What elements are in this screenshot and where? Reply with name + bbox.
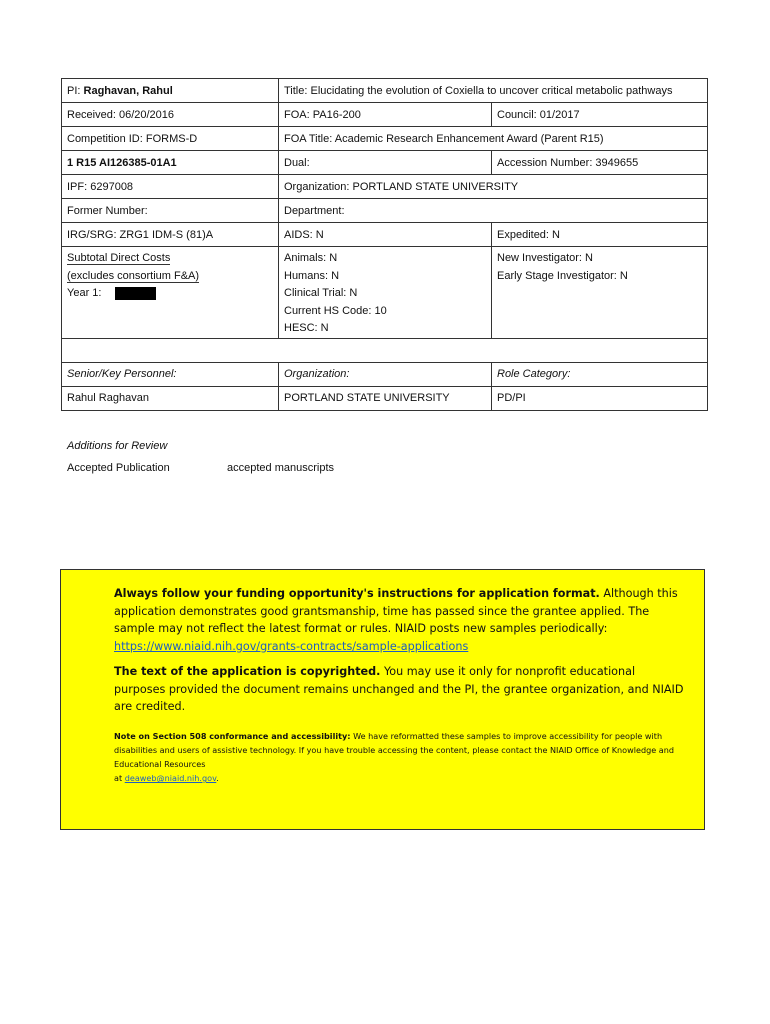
- section-508-text: We have reformatted these samples to improve accessibility for people with disabilities and users of assistive technology. If you have trouble accessing the content, please contact the NIAID Office of Knowledge and Educational Resources: [114, 730, 675, 769]
- year1-label: Year 1:: [67, 287, 102, 299]
- department-cell: Department:: [279, 199, 708, 223]
- format-notice-bold: Always follow your funding opportunity's instructions for application format.: [114, 587, 600, 600]
- blank-row: [62, 338, 708, 362]
- organization-header: Organization:: [279, 362, 492, 386]
- direct-costs-label: Subtotal Direct Costs: [67, 252, 171, 264]
- section-508-end: .: [216, 773, 219, 784]
- received-cell: Received: 06/20/2016: [62, 103, 279, 127]
- additions-header: Additions for Review: [67, 440, 168, 452]
- direct-costs-cell: [62, 247, 279, 339]
- irg-srg-cell: IRG/SRG: ZRG1 IDM-S (81)A: [62, 223, 279, 247]
- hesc-text: HESC: N: [284, 322, 329, 334]
- investigator-status-cell: [492, 247, 708, 339]
- foa-title-cell: FOA Title: Academic Research Enhancement Award (Parent R15): [279, 127, 708, 151]
- person-name-cell: Rahul Raghavan: [62, 386, 279, 410]
- grant-summary-table: [61, 78, 708, 411]
- redaction-box: [115, 287, 156, 300]
- pi-label: PI:: [67, 84, 81, 97]
- section-508-at: at: [114, 773, 125, 784]
- sample-applications-link[interactable]: https://www.niaid.nih.gov/grants-contracts/sample-applications: [114, 639, 469, 653]
- copyright-notice-bold: The text of the application is copyrighted.: [114, 665, 381, 678]
- additions-value: accepted manuscripts: [227, 462, 334, 474]
- aids-cell: AIDS: N: [279, 223, 492, 247]
- council-cell: Council: 01/2017: [492, 103, 708, 127]
- pi-cell: [62, 79, 279, 103]
- notice-box: [60, 569, 705, 830]
- accession-cell: Accession Number: 3949655: [492, 151, 708, 175]
- additions-row: [67, 462, 334, 474]
- section-508-note: [114, 729, 686, 786]
- foa-cell: FOA: PA16-200: [279, 103, 492, 127]
- person-org-cell: PORTLAND STATE UNIVERSITY: [279, 386, 492, 410]
- former-number-cell: Former Number:: [62, 199, 279, 223]
- humans-text: Humans: N: [284, 269, 340, 282]
- email-link[interactable]: deaweb@niaid.nih.gov: [124, 773, 217, 784]
- pi-name: Raghavan, Rahul: [83, 84, 173, 97]
- format-notice: [114, 585, 686, 655]
- grant-number-cell: 1 R15 AI126385-01A1: [62, 151, 279, 175]
- person-role-cell: PD/PI: [492, 386, 708, 410]
- role-header: Role Category:: [492, 362, 708, 386]
- title-cell: Title: Elucidating the evolution of Coxiella to uncover critical metabolic pathways: [279, 79, 708, 103]
- personnel-header: Senior/Key Personnel:: [62, 362, 279, 386]
- clinical-trial-text: Clinical Trial: N: [284, 287, 358, 299]
- copyright-notice: [114, 663, 686, 716]
- organization-cell: Organization: PORTLAND STATE UNIVERSITY: [279, 175, 708, 199]
- early-stage-text: Early Stage Investigator: N: [497, 269, 628, 282]
- additions-label: Accepted Publication: [67, 462, 170, 474]
- ipf-cell: IPF: 6297008: [62, 175, 279, 199]
- competition-id-cell: Competition ID: FORMS-D: [62, 127, 279, 151]
- additions-section: [67, 440, 334, 474]
- animals-text: Animals: N: [284, 252, 338, 264]
- copyright-notice-text: You may use it only for nonprofit educational purposes provided the document remains unchanged and the PI, the grantee organization, and NIAID are credited.: [114, 665, 684, 713]
- format-notice-text: Although this application demonstrates good grantsmanship, time has passed since the grantee applied. The sample may not reflect the latest format or rules. NIAID posts new samples periodically:: [114, 587, 678, 635]
- expedited-cell: Expedited: N: [492, 223, 708, 247]
- compliance-cell: [279, 247, 492, 339]
- hs-code-text: Current HS Code: 10: [284, 304, 387, 317]
- new-investigator-text: New Investigator: N: [497, 252, 593, 264]
- direct-costs-note: (excludes consortium F&A): [67, 269, 200, 282]
- section-508-bold: Note on Section 508 conformance and accessibility:: [114, 730, 351, 741]
- dual-cell: Dual:: [279, 151, 492, 175]
